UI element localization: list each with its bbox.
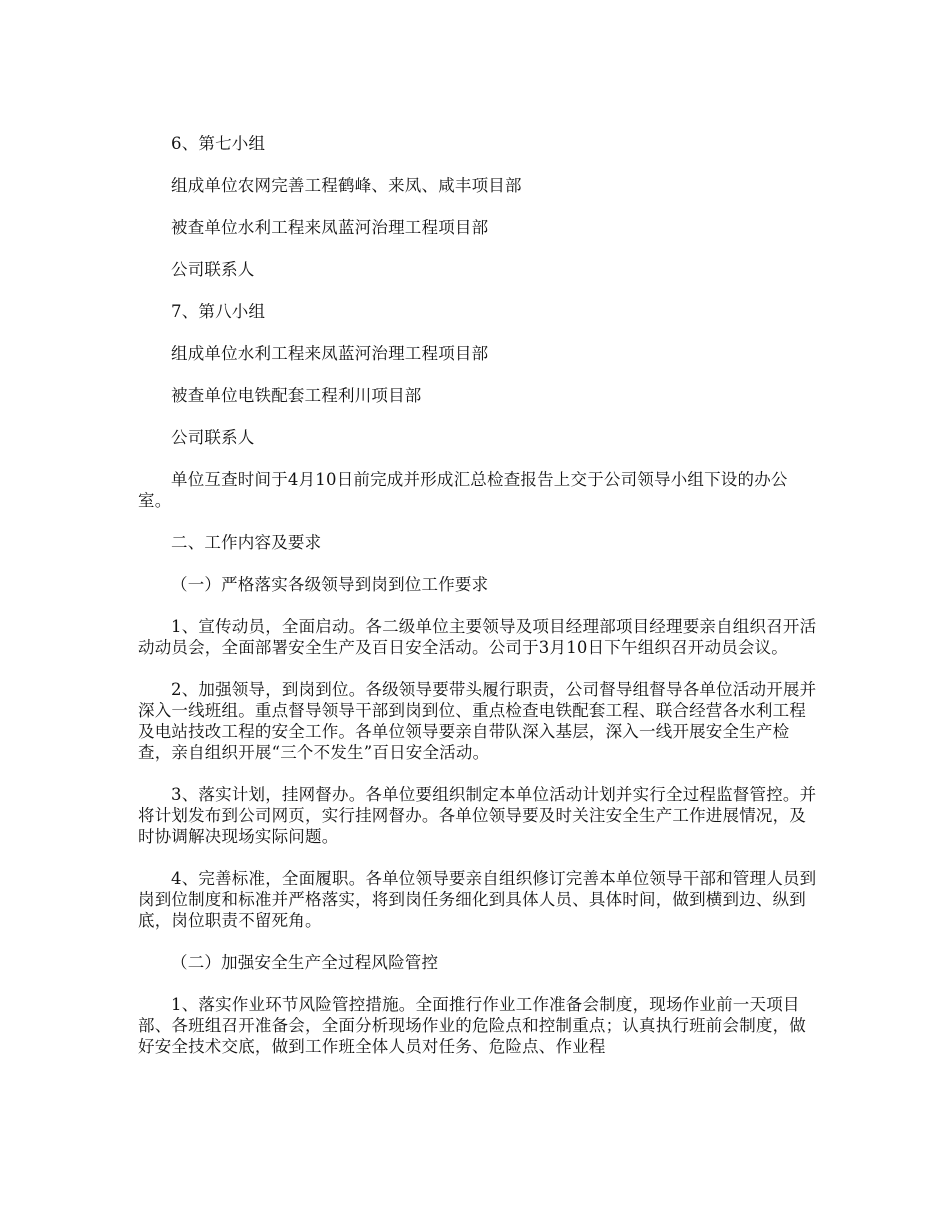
paragraph-standards: 4、完善标准，全面履职。各单位领导要亲自组织修订完善本单位领导干部和管理人员到岗到位制度和标准并严格落实，将到岗任务细化到具体人员、具体时间，做到横到边、纵到底，岗位职责不留死角。 — [138, 869, 817, 930]
paragraph-mobilization: 1、宣传动员，全面启动。各二级单位主要领导及项目经理部项目经理要亲自组织召开活动动员会，全面部署安全生产及百日安全活动。公司于3月10日下午组织召开动员会议。 — [138, 617, 817, 657]
subsection-heading-risk-control: （二）加强安全生产全过程风险管控 — [171, 953, 439, 972]
section-heading-work-content: 二、工作内容及要求 — [171, 533, 322, 552]
paragraph-group7-title: 6、第七小组 — [171, 134, 266, 153]
subsection-heading-leadership: （一）严格落实各级领导到岗到位工作要求 — [171, 575, 489, 594]
paragraph-group7-inspected: 被查单位水利工程来凤蓝河治理工程项目部 — [171, 218, 489, 237]
paragraph-group8-title: 7、第八小组 — [171, 302, 266, 321]
paragraph-risk-measures: 1、落实作业环节风险管控措施。全面推行作业工作准备会制度，现场作业前一天项目部、各班组召开准备会，全面分析现场作业的危险点和控制重点；认真执行班前会制度，做好安全技术交底，做到工作班全体人员对任务、危险点、作业程 — [138, 995, 806, 1056]
paragraph-group8-members: 组成单位水利工程来凤蓝河治理工程项目部 — [171, 344, 489, 363]
document-body — [138, 133, 818, 1057]
paragraph-group8-contact: 公司联系人 — [171, 428, 255, 447]
paragraph-plan-supervision: 3、落实计划，挂网督办。各单位要组织制定本单位活动计划并实行全过程监督管控。并将计划发布到公司网页，实行挂网督办。各单位领导要及时关注安全生产工作进展情况，及时协调解决现场实际问题。 — [138, 785, 817, 846]
paragraph-inspection-deadline: 单位互查时间于4月10日前完成并形成汇总检查报告上交于公司领导小组下设的办公室。 — [138, 470, 788, 510]
paragraph-group7-members: 组成单位农网完善工程鹤峰、来凤、咸丰项目部 — [171, 176, 522, 195]
paragraph-group8-inspected: 被查单位电铁配套工程利川项目部 — [171, 386, 422, 405]
paragraph-group7-contact: 公司联系人 — [171, 260, 255, 279]
paragraph-leadership-onsite: 2、加强领导，到岗到位。各级领导要带头履行职责，公司督导组督导各单位活动开展并深入一线班组。重点督导领导干部到岗到位、重点检查电铁配套工程、联合经营各水利工程及电站技改工程的安全工作。各单位领导要亲自带队深入基层，深入一线开展安全生产检查，亲自组织开展“三个不发生”百日安全活动。 — [138, 680, 817, 762]
